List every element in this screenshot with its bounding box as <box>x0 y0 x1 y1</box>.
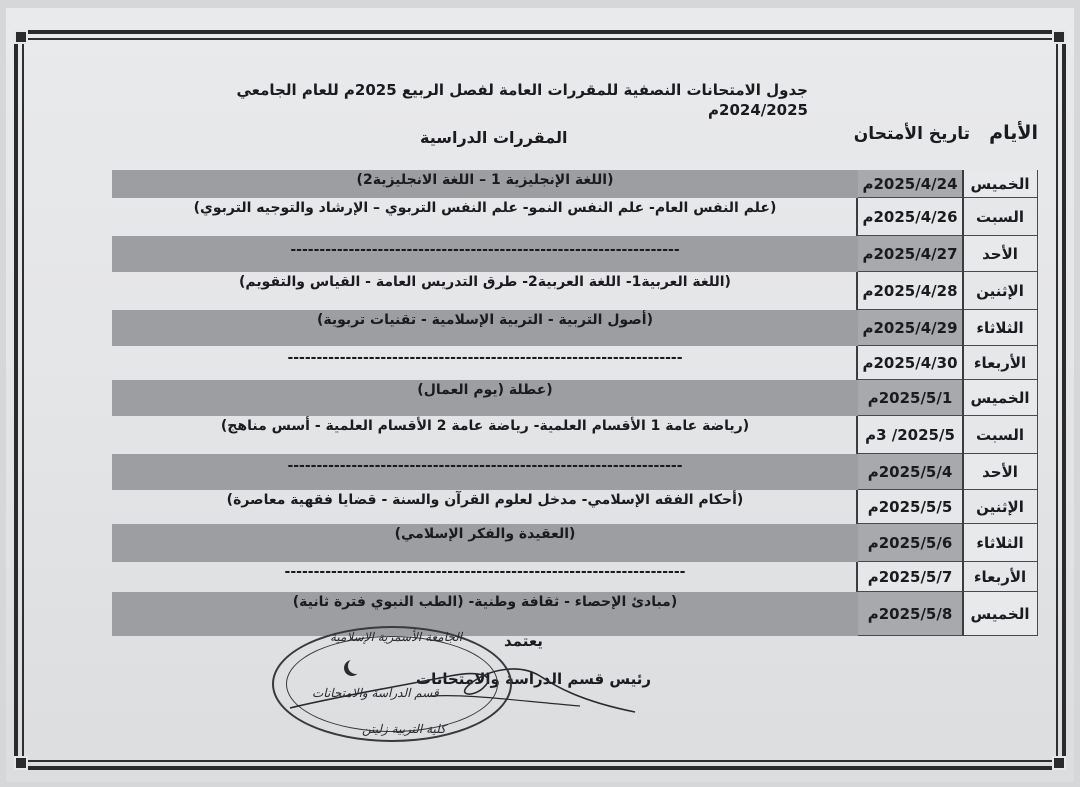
date-cell: 2025/4/24م <box>856 170 964 198</box>
table-row <box>112 310 1038 346</box>
course-cell: (عطلة (يوم العمال) <box>112 380 858 416</box>
table-row <box>112 272 1038 310</box>
column-header-date: تاريخ الأمتحان <box>853 124 970 144</box>
table-row <box>112 236 1038 272</box>
course-cell: (اللغة الإنجليزية 1 – اللغة الانجليزية2) <box>112 170 858 198</box>
day-cell: الأربعاء <box>963 562 1038 592</box>
course-cell: (أصول التربية - التربية الإسلامية - تقنيات تربوية) <box>112 310 858 346</box>
day-cell: الأربعاء <box>963 346 1038 380</box>
course-cell: -------------------------------------------------------------------- <box>287 350 683 366</box>
day-cell: الثلاثاء <box>963 524 1038 562</box>
day-cell: الخميس <box>963 170 1038 198</box>
table-row <box>112 524 1038 562</box>
table-row <box>112 170 1038 198</box>
signatory-role: رئيس قسم الدراسة والامتحانات <box>416 670 651 688</box>
course-cell: ------------------------------------------------------------------- <box>112 236 858 272</box>
day-cell: الأحد <box>963 236 1038 272</box>
stamp-inner-text: قسم الدراسة والامتحانات <box>312 686 439 700</box>
column-header-days: الأيام <box>989 122 1038 144</box>
handwritten-signature <box>280 656 640 726</box>
date-cell: 2025/5/5م <box>856 490 964 524</box>
table-row <box>112 346 1038 380</box>
course-cell: (العقيدة والفكر الإسلامي) <box>112 524 858 562</box>
date-cell: 2025/4/26م <box>856 198 964 236</box>
date-cell: 2025/5/7م <box>856 562 964 592</box>
day-cell: الثلاثاء <box>963 310 1038 346</box>
table-row <box>112 198 1038 236</box>
date-cell: 2025/5/ 3م <box>856 416 964 454</box>
approval-label: يعتمد <box>504 632 543 650</box>
table-row <box>112 592 1038 636</box>
table-row <box>112 562 1038 592</box>
table-row <box>112 380 1038 416</box>
date-cell: 2025/5/8م <box>856 592 964 636</box>
date-cell: 2025/5/1م <box>856 380 964 416</box>
day-cell: الخميس <box>963 380 1038 416</box>
stamp-bottom-text: كلية التربية زليتن <box>362 722 446 736</box>
day-cell: الإثنين <box>963 490 1038 524</box>
date-cell: 2025/4/27م <box>856 236 964 272</box>
table-row <box>112 454 1038 490</box>
date-cell: 2025/5/6م <box>856 524 964 562</box>
table-row <box>112 490 1038 524</box>
course-cell: (أحكام الفقه الإسلامي- مدخل لعلوم القرآن والسنة - قضايا فقهية معاصرة) <box>226 492 744 508</box>
course-cell: -------------------------------------------------------------------- <box>112 454 858 490</box>
course-cell: (مبادئ الإحصاء - ثقافة وطنية- (الطب النبوي فترة ثانية) <box>112 592 858 636</box>
date-cell: 2025/4/28م <box>856 272 964 310</box>
date-cell: 2025/4/29م <box>856 310 964 346</box>
course-cell: (علم النفس العام- علم النفس النمو- علم النفس التربوي – الإرشاد والتوجيه التربوي) <box>193 200 777 216</box>
table-row <box>112 416 1038 454</box>
column-header-courses: المقررات الدراسية <box>420 128 568 147</box>
date-cell: 2025/4/30م <box>856 346 964 380</box>
stamp-outer-text: الجامعة الأسمرية الإسلامية <box>330 630 463 644</box>
course-cell: (اللغة العربية1- اللغة العربية2- طرق التدريس العامة - القياس والتقويم) <box>239 274 731 290</box>
day-cell: الإثنين <box>963 272 1038 310</box>
day-cell: الأحد <box>963 454 1038 490</box>
date-cell: 2025/5/4م <box>856 454 964 490</box>
day-cell: السبت <box>963 198 1038 236</box>
course-cell: --------------------------------------------------------------------- <box>284 564 686 580</box>
course-cell: (رياضة عامة 1 الأقسام العلمية- رياضة عامة 2 الأقسام العلمية - أسس مناهج) <box>220 418 750 434</box>
day-cell: الخميس <box>963 592 1038 636</box>
day-cell: السبت <box>963 416 1038 454</box>
document-title: جدول الامتحانات النصفية للمقررات العامة لفصل الربيع 2025م للعام الجامعي 2024/2025م <box>236 81 808 119</box>
